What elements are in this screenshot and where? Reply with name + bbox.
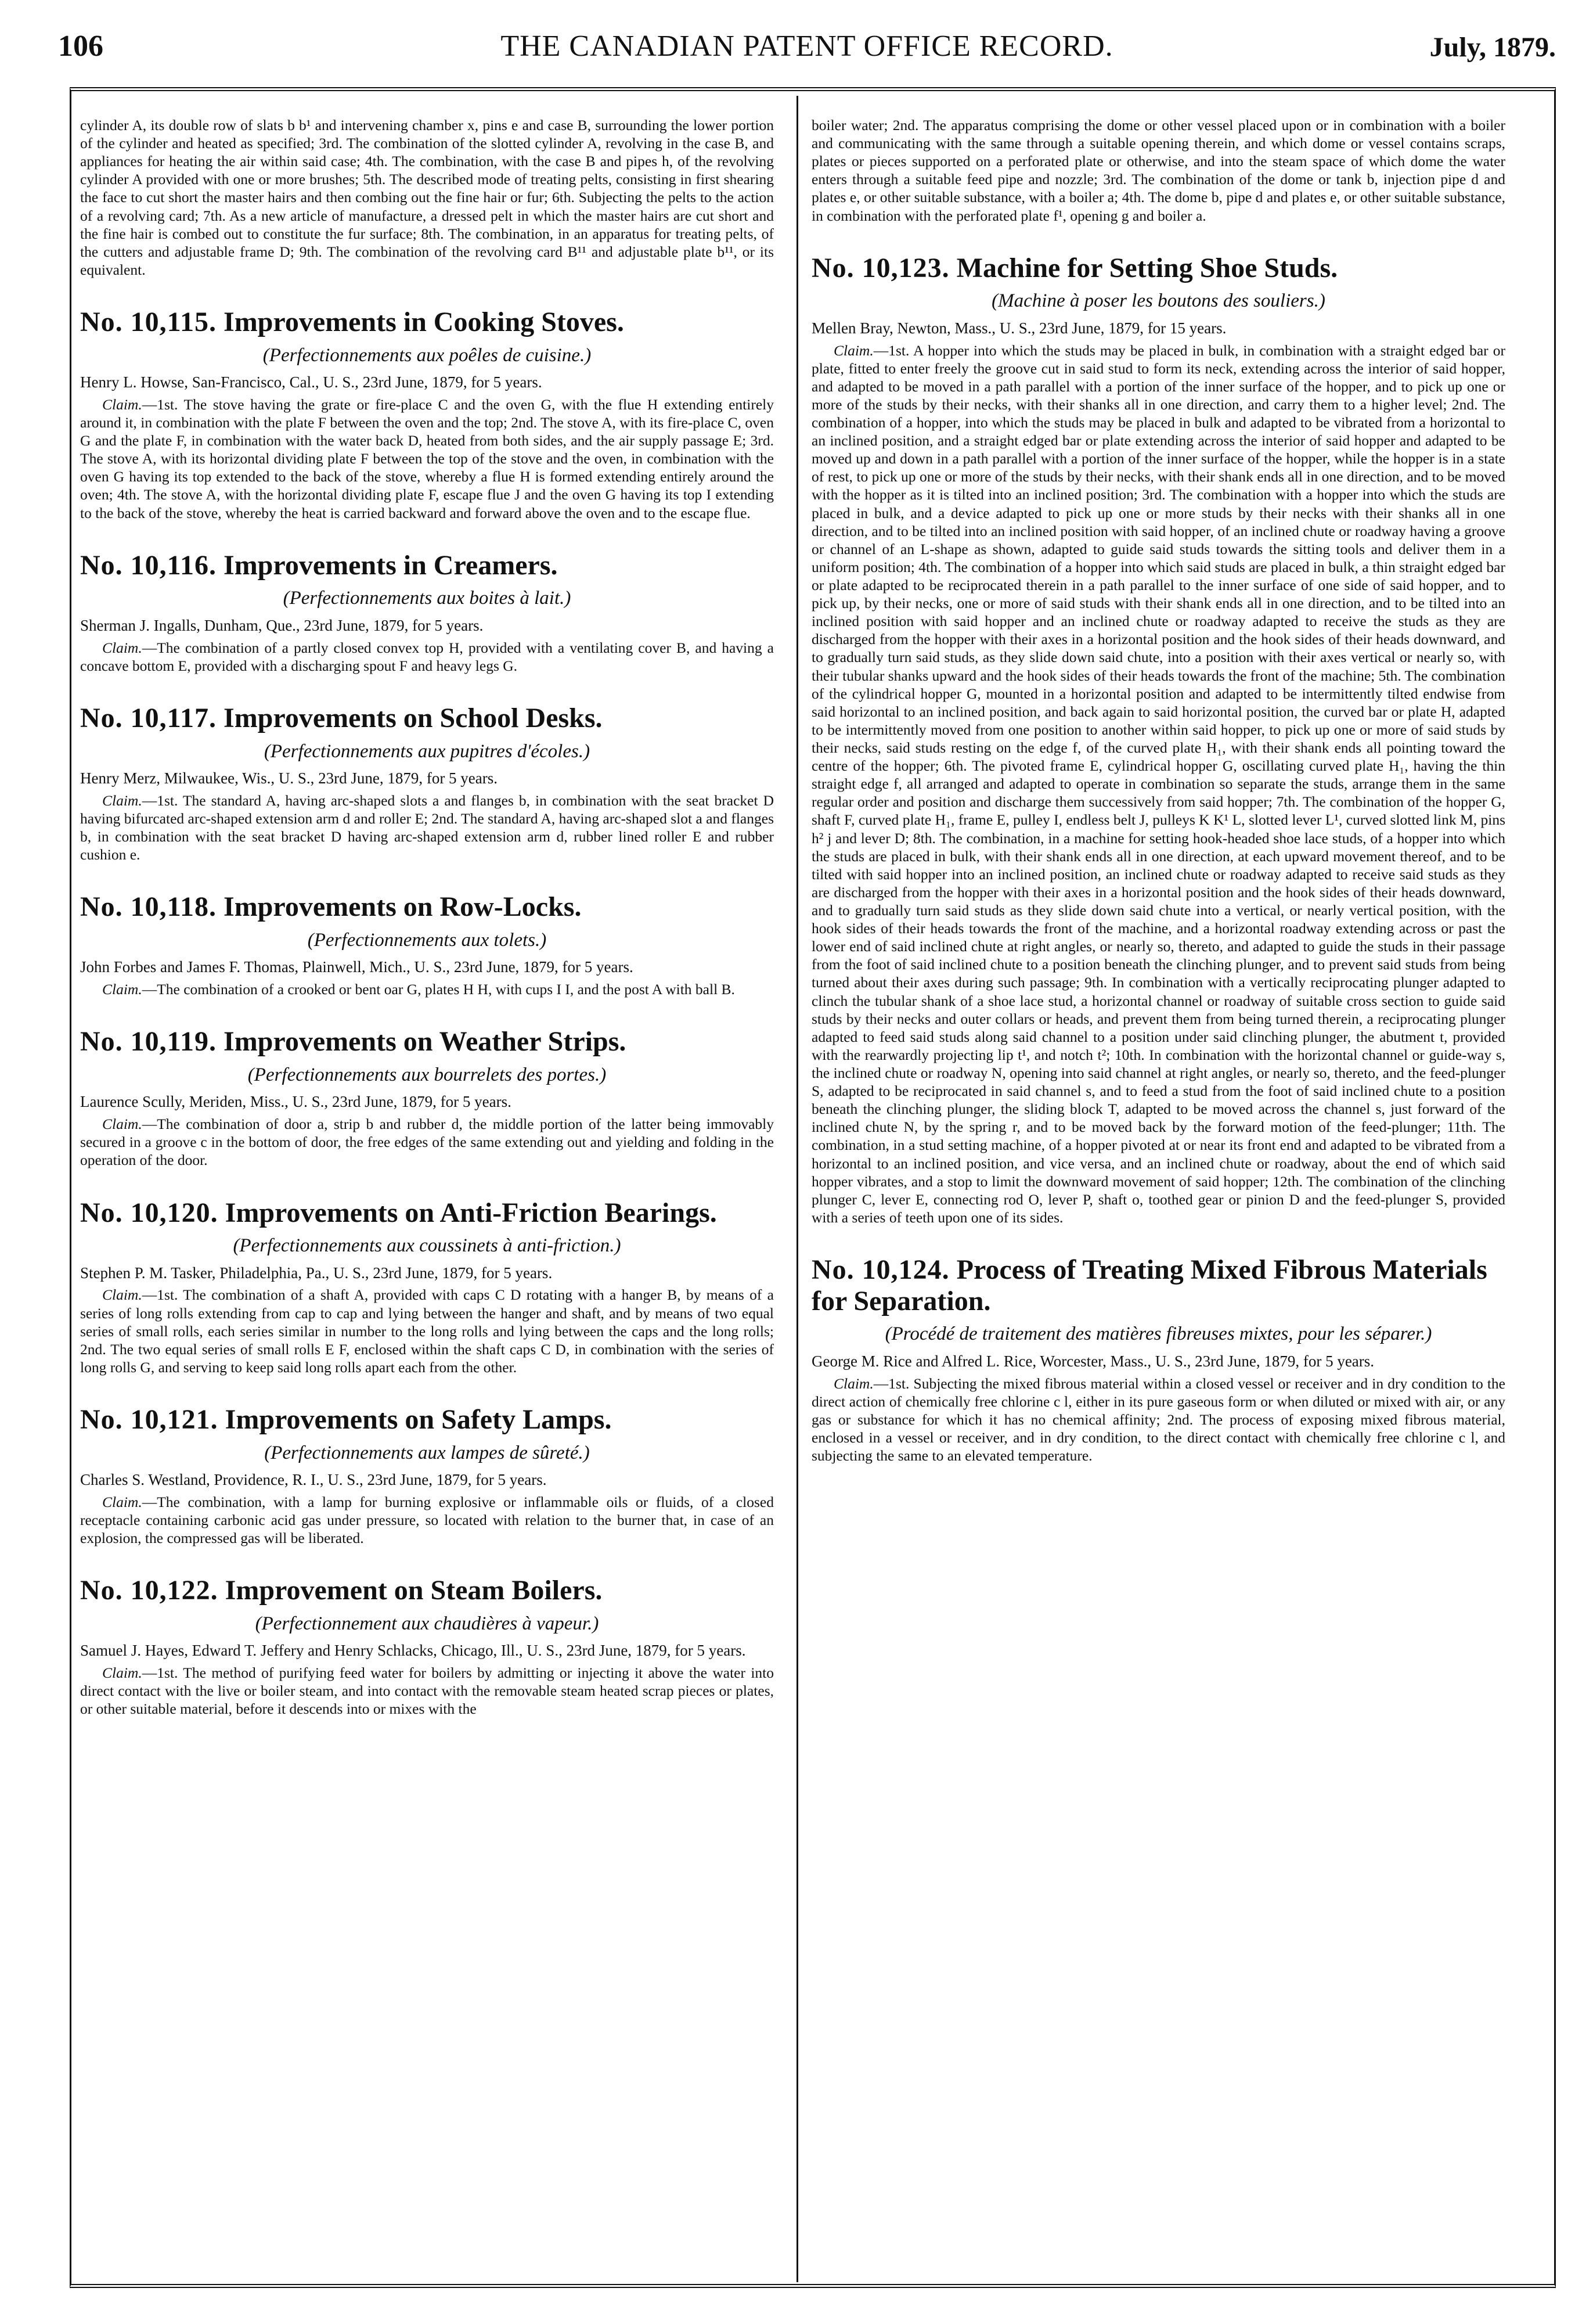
french-title: (Machine à poser les boutons des souliers.)	[992, 290, 1325, 312]
patent-title: Machine for Setting Shoe Studs.	[956, 252, 1338, 283]
patent-heading	[80, 1575, 774, 1606]
patentee-line: Henry Merz, Milwaukee, Wis., U. S., 23rd June, 1879, for 5 years.	[80, 769, 498, 787]
patent-number: No. 10,119.	[80, 1026, 217, 1057]
claim-text	[80, 639, 774, 675]
patent-heading	[80, 307, 774, 338]
patent-heading	[80, 1026, 774, 1057]
patent-heading	[80, 703, 774, 734]
claim-label: Claim.	[102, 792, 142, 809]
patent-number: No. 10,115.	[80, 306, 217, 337]
claim-body: —1st. The method of purifying feed water for boilers by admitting or injecting it above the water into direct contact with the live or boiler steam, and into contact with the removable steam heated scrap pieces or plates, or other suitable material, before it descends into or mixes with the	[80, 1664, 774, 1718]
claim-text	[812, 341, 1505, 1226]
patent-title: Improvements on Row-Locks.	[224, 891, 582, 923]
claim-label: Claim.	[102, 1493, 142, 1510]
claim-body: —The combination, with a lamp for burning explosive or inflammable oils or fluids, of a closed receptacle containing carbonic acid gas under pressure, so located with relation to the burner that, in case of an explosion, the compressed gas will be liberated.	[80, 1493, 774, 1547]
patent-number: No. 10,118.	[80, 891, 217, 923]
patentee-line: Samuel J. Hayes, Edward T. Jeffery and Henry Schlacks, Chicago, Ill., U. S., 23rd June, 1879, for 5 years.	[80, 1642, 746, 1660]
continued-claim: boiler water; 2nd. The apparatus comprising the dome or other vessel placed upon or in combination with a boiler and communicating with the same through a suitable opening therein, and which dome or vessel contains scraps, plates or pieces supported on a perforated plate or otherwise, and into the steam space of which dome the water enters through a suitable feed pipe and nozzle; 3rd. The combination of the dome or tank b, injection pipe d and plates e, or other suitable substance, with a boiler a; 4th. The dome b, pipe d and plates e, or other suitable substance, in combination with the perforated plate f¹, opening g and boiler a.	[812, 117, 1505, 224]
patent-heading	[80, 550, 774, 581]
patentee-line: Laurence Scully, Meriden, Miss., U. S., 23rd June, 1879, for 5 years.	[80, 1093, 511, 1111]
patent-title: Improvements on Safety Lamps.	[225, 1404, 612, 1436]
patent-number: No. 10,123.	[812, 252, 950, 283]
patentee-line: Sherman J. Ingalls, Dunham, Que., 23rd June, 1879, for 5 years.	[80, 616, 484, 634]
column-divider	[797, 96, 798, 2282]
claim-label: Claim.	[102, 639, 142, 656]
patent-heading	[80, 891, 774, 923]
claim-label: Claim.	[102, 981, 142, 998]
patent-entry	[80, 1197, 774, 1376]
patent-number: No. 10,120.	[80, 1197, 218, 1228]
french-title: (Perfectionnements aux coussinets à anti-friction.)	[233, 1235, 621, 1257]
claim-label: Claim.	[102, 1664, 142, 1682]
claim-body: —The combination of door a, strip b and rubber d, the middle portion of the latter being immovably secured in a groove c in the bottom of door, the free edges of the same extending out and yielding and folding in the operation of the door.	[80, 1116, 774, 1169]
claim-label: Claim.	[102, 1116, 142, 1133]
patentee-line: George M. Rice and Alfred L. Rice, Worcester, Mass., U. S., 23rd June, 1879, for 5 years.	[812, 1352, 1375, 1370]
patent-entry	[80, 703, 774, 864]
patentee-line: Stephen P. M. Tasker, Philadelphia, Pa., U. S., 23rd June, 1879, for 5 years.	[80, 1264, 553, 1282]
patentee-line: Charles S. Westland, Providence, R. I., U. S., 23rd June, 1879, for 5 years.	[80, 1471, 547, 1489]
claim-body: —1st. The combination of a shaft A, provided with caps C D rotating with a hanger B, by means of a series of long rolls extending from cap to cap and lying between the hanger and shaft, and by means of two equal series of small rolls, each series similar in number to the long rolls and lying between the caps and the long rolls; 2nd. The two equal series of small rolls E F, enclosed within the shaft caps C D, in combination with the series of long rolls G, and serving to keep said long rolls apart each from the other.	[80, 1286, 774, 1376]
claim-text	[80, 395, 774, 522]
claim-text	[80, 1664, 774, 1718]
patentee-line: Henry L. Howse, San-Francisco, Cal., U. S., 23rd June, 1879, for 5 years.	[80, 373, 542, 391]
claim-body: —1st. A hopper into which the studs may be placed in bulk, in combination with a straight edged bar or plate, fitted to enter freely the groove cut in said stud to form its neck, extending across the interior of said hopper, and adapted to be moved in a path parallel with a portion of the inner surface of the hopper, and to pick up one or more of the studs by their necks, with their shanks all in one direction, and carry them to a higher level; 2nd. The combination of a hopper, into which the studs may be placed in bulk and adapted to be vibrated from a horizontal to an inclined position, and a straight edged bar or plate extending across the interior of said hopper and adapted to be moved up and down in a path parallel with a portion of the inner surface of the hopper, while the hopper is in a state of rest, to pick up one or more of the studs by their necks, with their shank ends all in one direction, and to be moved with the hopper as it is tilted into an inclined position; 3rd. The combination with a hopper into which the studs are placed in bulk, and a device adapted to pick up one or more studs by their necks with their shanks all in one direction, and to be tilted into an inclined position with said hopper, of an inclined chute or roadway having a groove or channel of an L-shape as shown, adapted to guide said studs towards the sitting tools and deliver them in a uniform position; 4th. The combination of a hopper into which said studs are placed in bulk, a thin straight edged bar or plate adapted to be reciprocated therein in a path parallel to the inner surface of one side of said hopper, and to pick up, by their necks, one or more of said studs with their shank ends all in one direction, and to be tilted into an inclined position with said hopper and an inclined chute or roadway adapted to receive the studs as they are discharged from the hopper with their axes in a horizontal position and the hook sides of their heads downward, and to gradually turn said studs, as they slide down said chute, into a position with their axes vertical or nearly so, with their tubular shanks upward and the hook sides of their heads towards the front of the machine; 5th. The combination of the cylindrical hopper G, mounted in a horizontal position and adapted to be intermittently tilted endwise from said horizontal to an inclined position, and back again to said horizontal position, the curved bar or plate H, adapted to be intermittently moved from one position to another within said hopper, to pick up one or more of said studs by their necks, said studs resting on the edge f, of the curved plate H₁, with their shank ends all pointing toward the centre of the hopper; 6th. The pivoted frame E, cylindrical hopper G, oscillating curved plate H₁, having the thin straight edge f, all arranged and adapted to operate in combination so separate the studs, arrange them in the same regular order and position and discharge them successively from said hopper; 7th. The combination of the hopper G, shaft F, curved plate H₁, frame E, pulley I, endless belt J, pulleys K K¹ L, slotted lever L¹, curved slotted link M, pins h² j and lever D; 8th. The combination, in a machine for setting hook-headed shoe lace studs, of a hopper into which the studs are placed in bulk, with their shank ends all in one direction, at each upward movement thereof, and to be tilted with said hopper into an inclined position, an inclined chute or roadway adapted to receive said studs as they are discharged from the hopper with their axes in a horizontal position and the hook sides of their heads downward, and to gradually turn said studs as they slide down said chute into a vertical, or nearly vertical position, with the hook sides of their heads towards the front of the machine, and a horizontal roadway extending across or past the lower end of said inclined chute at right angles, or nearly so, thereto, and adapted to guide the studs in their passage from the foot of said inclined chute to a position beneath the clinching plunger, and to prevent said studs from being turned about their axes during such passage; 9th. In combination with a vertically reciprocating plunger adapted to clinch the tubular shank of a shoe lace stud, a horizontal channel or roadway of suitable cross section to guide said studs by their necks and outer collars or heads, and prevent them from being turned therein, a reciprocating plunger adapted to feed said studs along said channel to a position under said clinching plunger, the abutment t, provided with the rearwardly projecting lip t¹, and notch t²; 10th. In combination with the horizontal channel or guide-way s, the inclined chute or roadway N, opening into said channel at right angles, or nearly so, thereto, and the feed-plunger S, adapted to be reciprocated in said channel s, and to feed a stud from the foot of said inclined chute to a position beneath the clinching plunger, the sliding block T, adapted to be moved across the channel s, just forward of the inclined chute N, by the spring r, and to be moved back by the forward motion of the feed-plunger; 11th. The combination, in a stud setting machine, of a hopper pivoted at or near its front end and adapted to be vibrated from a horizontal to an inclined position, and vice versa, and an inclined chute or roadway, about the end of which said hopper vibrates, and a stop to limit the downward movement of said hopper; 12th. The combination of the clinching plunger C, lever E, connecting rod O, lever P, shaft o, toothed gear or pinion D and the feed-plunger S, provided with a series of teeth upon one of its sides.	[812, 341, 1505, 1226]
patent-title: Improvements in Cooking Stoves.	[224, 306, 624, 337]
claim-text	[812, 1375, 1505, 1465]
patent-number: No. 10,124.	[812, 1254, 950, 1285]
patent-title: Process of Treating Mixed Fibrous Materials for Separation.	[812, 1254, 1487, 1316]
claim-label: Claim.	[102, 1286, 142, 1304]
patent-heading	[812, 1254, 1505, 1317]
page-number: 106	[58, 30, 103, 63]
patent-entry	[812, 1254, 1505, 1465]
patent-entry	[80, 1575, 774, 1718]
french-title: (Perfectionnements aux boites à lait.)	[283, 588, 571, 609]
claim-body: —1st. Subjecting the mixed fibrous material within a closed vessel or receiver and in dry condition to the direct action of chemically free chlorine c l, either in its pure gaseous form or when diluted or mixed with air, or any gas or substance for which it has no chemical affinity; 2nd. The process of exposing mixed fibrous material, enclosed in a vessel or receiver, and in dry condition, to the direct contact with chemically free chlorine c l, and subjecting the same to an elevated temperature.	[812, 1375, 1505, 1465]
claim-label: Claim.	[834, 1375, 874, 1392]
patent-title: Improvement on Steam Boilers.	[225, 1575, 603, 1606]
continued-claim: cylinder A, its double row of slats b b¹ and intervening chamber x, pins e and case B, surrounding the lower portion of the cylinder and heated as specified; 3rd. The combination of the slotted cylinder A, revolving in the case B, and appliances for heating the air within said case; 4th. The combination, with the case B and pipes h, of the revolving cylinder A provided with one or more brushes; 5th. The described mode of treating pelts, consisting in first shearing the face to cut short the master hairs and then combing out the fine hair or fur; 6th. Subjecting the pelts to the action of a revolving card; 7th. As a new article of manufacture, a dressed pelt in which the master hairs are cut short and the fine hair is combed out to constitute the fur surface; 8th. The combination, in an apparatus for treating pelts, of the cutters and adjustable frame D; 9th. The combination of the revolving card B¹¹ and adjustable plate b¹¹, or its equivalent.	[80, 117, 774, 278]
french-title: (Perfectionnement aux chaudières à vapeur.)	[255, 1613, 599, 1635]
claim-text	[80, 1286, 774, 1376]
left-column	[80, 116, 774, 2276]
patentee-line: Mellen Bray, Newton, Mass., U. S., 23rd June, 1879, for 15 years.	[812, 319, 1227, 337]
patent-title: Improvements on School Desks.	[224, 702, 603, 733]
claim-label: Claim.	[102, 395, 142, 413]
patent-title: Improvements on Weather Strips.	[224, 1026, 626, 1057]
patent-number: No. 10,121.	[80, 1404, 218, 1436]
claim-text	[80, 1115, 774, 1169]
patent-entry	[80, 307, 774, 522]
patent-entry	[80, 1404, 774, 1547]
page-header	[58, 23, 1556, 75]
french-title: (Perfectionnements aux tolets.)	[307, 929, 547, 951]
claim-body: —The combination of a crooked or bent oar G, plates H H, with cups I I, and the post A with ball B.	[142, 981, 735, 998]
patent-title: Improvements on Anti-Friction Bearings.	[225, 1197, 717, 1228]
patent-number: No. 10,117.	[80, 702, 217, 733]
french-title: (Perfectionnements aux poêles de cuisine.)	[262, 344, 592, 366]
patent-number: No. 10,122.	[80, 1575, 218, 1606]
patent-entry	[80, 891, 774, 998]
right-column	[812, 116, 1505, 2276]
patent-heading	[80, 1197, 774, 1229]
patent-heading	[80, 1404, 774, 1436]
patent-title: Improvements in Creamers.	[224, 549, 558, 581]
patent-entry	[80, 550, 774, 675]
french-title: (Perfectionnements aux lampes de sûreté.)	[264, 1442, 590, 1463]
french-title: (Perfectionnements aux pupitres d'écoles.)	[264, 740, 590, 762]
claim-body: —1st. The standard A, having arc-shaped slots a and flanges b, in combination with the seat bracket D having bifurcated arc-shaped extension arm d and roller E; 2nd. The standard A, having arc-shaped slot a and flanges b, in combination with the seat bracket D having arc-shaped extension arm d, rubber lined roller E and rubber cushion e.	[80, 792, 774, 864]
left-entries	[80, 307, 774, 1718]
patent-entry	[812, 253, 1505, 1226]
claim-text	[80, 792, 774, 864]
claim-text	[80, 1493, 774, 1547]
patent-number: No. 10,116.	[80, 549, 217, 581]
right-entries	[812, 253, 1505, 1465]
patent-entry	[80, 1026, 774, 1169]
claim-text	[80, 980, 774, 998]
claim-body: —1st. The stove having the grate or fire-place C and the oven G, with the flue H extending entirely around it, in combination with the plate F between the oven and the top; 2nd. The stove A, with its fire-place C, oven G and the plate F, in combination with the water back D, heated from both sides, and the air supply passage E; 3rd. The stove A, with its horizontal dividing plate F between the top of the stove and the oven, in combination with the oven G having its top extended to the back of the stove, whereby a flue H is formed extending entirely around the oven; 4th. The stove A, with the horizontal dividing plate F, escape flue J and the oven G having its top I extending to the back of the stove, whereby the heat is carried backward and forward above the oven and to the escape flue.	[80, 395, 774, 521]
french-title: (Perfectionnements aux bourrelets des portes.)	[247, 1064, 607, 1086]
patent-heading	[812, 253, 1505, 284]
issue-date: July, 1879.	[1429, 32, 1556, 63]
patentee-line: John Forbes and James F. Thomas, Plainwell, Mich., U. S., 23rd June, 1879, for 5 years.	[80, 958, 633, 976]
claim-label: Claim.	[834, 341, 874, 359]
french-title: (Procédé de traitement des matières fibreuses mixtes, pour les séparer.)	[885, 1323, 1432, 1345]
journal-title: THE CANADIAN PATENT OFFICE RECORD.	[500, 30, 1113, 63]
claim-body: —The combination of a partly closed convex top H, provided with a ventilating cover B, and having a concave bottom E, provided with a discharging spout F and heavy legs G.	[80, 639, 774, 674]
